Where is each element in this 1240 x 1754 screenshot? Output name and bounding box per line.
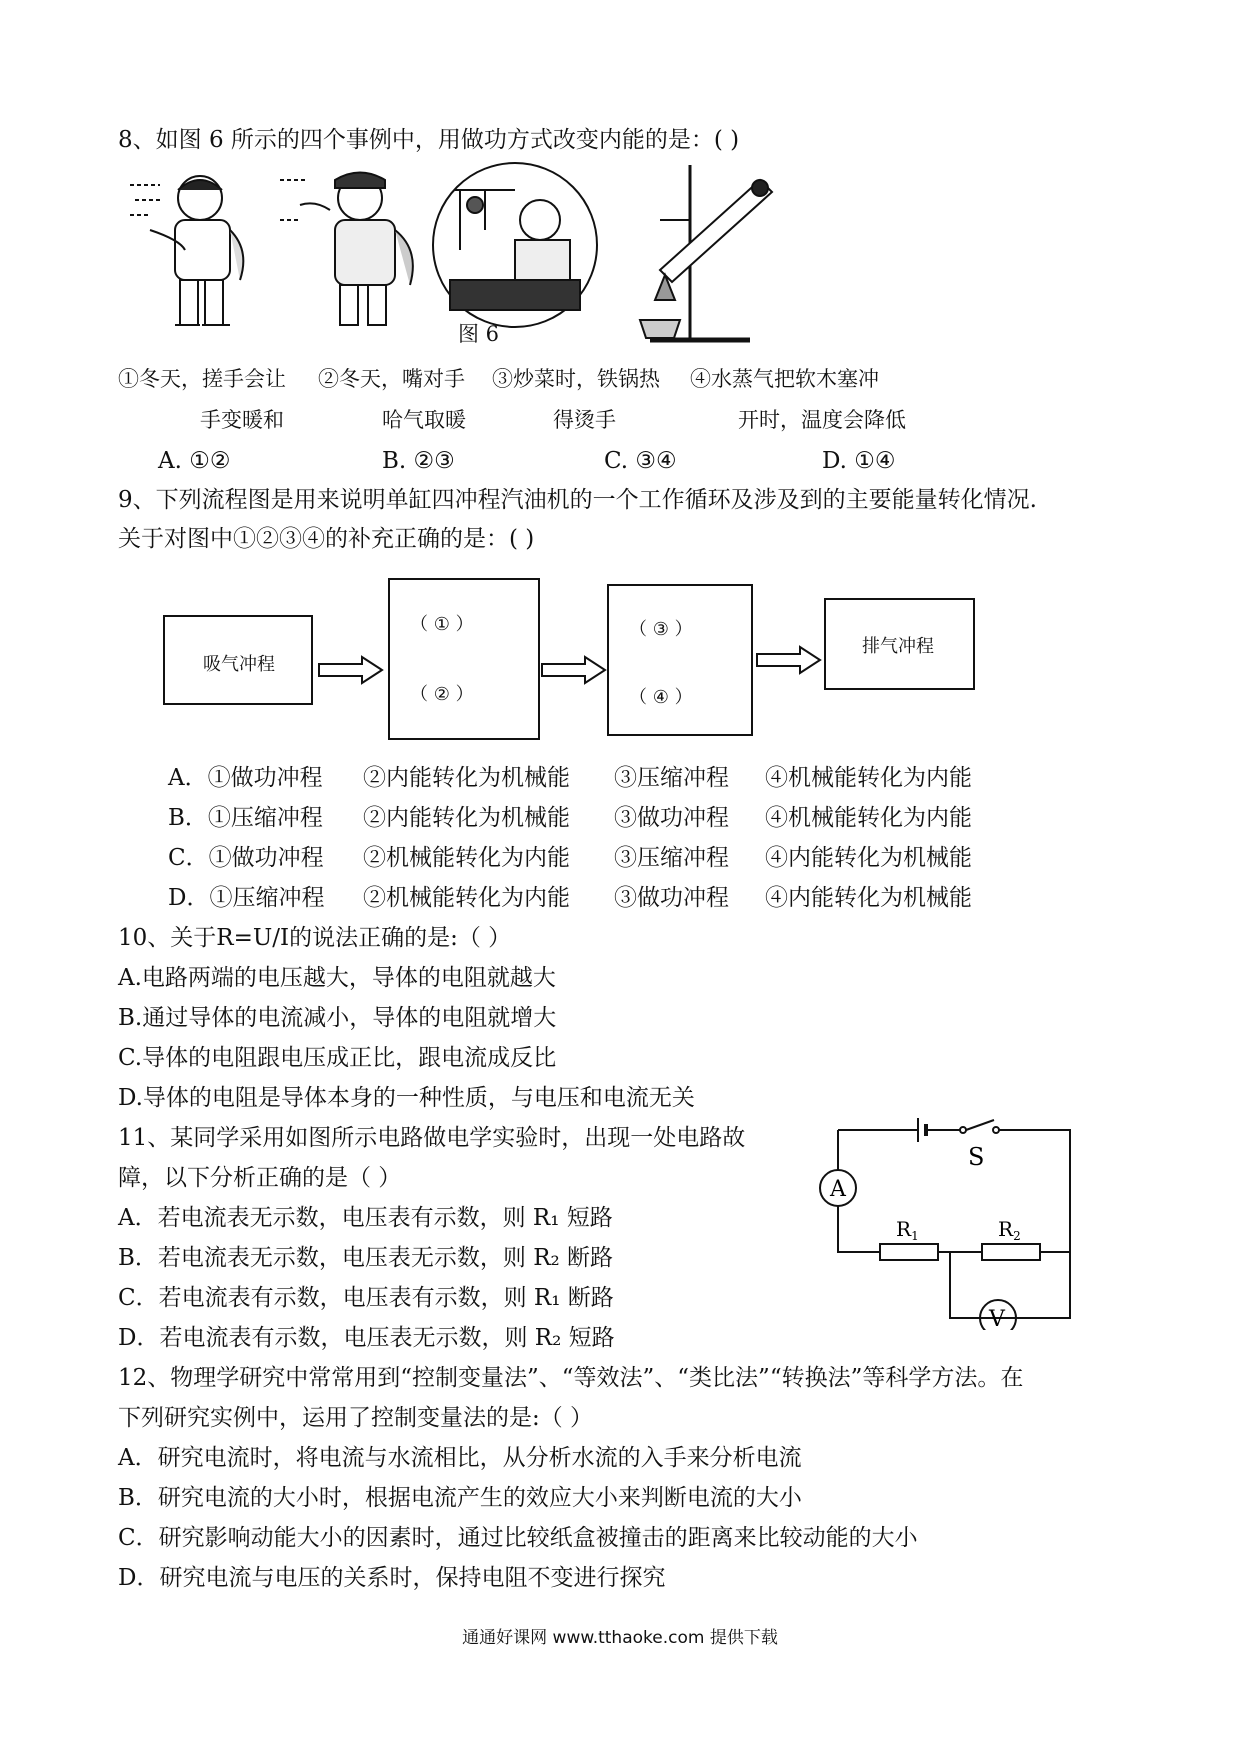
switch-label: S [968,1143,985,1171]
q9-option-a-4: ④机械能转化为内能 [765,765,972,791]
q11-stem-line1: 11、某同学采用如图所示电路做电学实验时，出现一处电路故 [118,1125,746,1151]
r2-label: $R_2$ [998,1217,1021,1243]
q8-option-b: B. ②③ [382,448,455,474]
r1-label: $R_1$ [896,1217,919,1243]
flow-box-2-bottom: （ ② ） [410,684,474,705]
q8-option-a: A. ①② [158,448,231,474]
flow-arrow-2 [541,655,607,685]
q8-caption-2a: ②冬天，嘴对手 [318,367,465,391]
q9-option-a-3: ③压缩冲程 [614,765,729,791]
q12-option-c: C．研究影响动能大小的因素时，通过比较纸盒被撞击的距离来比较动能的大小 [118,1525,918,1551]
q9-option-b-4: ④机械能转化为内能 [765,805,972,831]
q12-option-a: A．研究电流时，将电流与水流相比，从分析水流的入手来分析电流 [118,1445,802,1471]
q9-option-a-2: ②内能转化为机械能 [363,765,570,791]
flow-box-exhaust-label: 排气冲程 [862,636,934,657]
q8-caption-1a: ①冬天，搓手会让 [118,367,286,391]
q12-option-b: B．研究电流的大小时，根据电流产生的效应大小来判断电流的大小 [118,1485,802,1511]
q9-option-d-4: ④内能转化为机械能 [765,885,972,911]
q9-option-a-1: A．①做功冲程 [168,765,323,791]
q9-option-c-2: ②机械能转化为内能 [363,845,570,871]
q10-stem: 10、关于R=U/I的说法正确的是:（ ） [118,925,512,951]
q8-option-c: C. ③④ [604,448,677,474]
q9-option-d-2: ②机械能转化为内能 [363,885,570,911]
flow-box-intake-label: 吸气冲程 [203,654,275,675]
q11-stem-line2: 障，以下分析正确的是（ ） [118,1165,402,1191]
q8-stem: 8、如图 6 所示的四个事例中，用做功方式改变内能的是：( ) [118,127,740,153]
q9-option-b-1: B．①压缩冲程 [168,805,323,831]
q8-caption-3a: ③炒菜时，铁锅热 [492,367,660,391]
illustration-test-tube [640,165,772,340]
figure-6-label: 图 6 [458,322,500,346]
q10-option-b: B.通过导体的电流减小，导体的电阻就增大 [118,1005,557,1031]
flow-box-3 [607,584,753,736]
q8-caption-4b: 开时，温度会降低 [738,408,906,432]
flow-arrow-3 [756,645,822,675]
voltmeter-label: V [989,1307,1005,1330]
q9-option-d-1: D．①压缩冲程 [168,885,325,911]
q11-option-d: D．若电流表有示数，电压表无示数，则 R₂ 短路 [118,1325,615,1351]
q8-caption-2b: 哈气取暖 [382,408,466,432]
resistor-r1 [880,1244,938,1260]
q9-option-b-3: ③做功冲程 [614,805,729,831]
illustration-rubbing-hands [130,176,243,325]
flow-arrow-1 [318,655,384,685]
q9-option-b-2: ②内能转化为机械能 [363,805,570,831]
illustration-breathing-on-hands [280,173,413,326]
flow-box-2 [388,578,540,740]
q11-option-c: C．若电流表有示数，电压表有示数，则 R₁ 断路 [118,1285,614,1311]
flow-box-3-top: （ ③ ） [629,619,693,640]
q11-option-a: A．若电流表无示数，电压表有示数，则 R₁ 短路 [118,1205,613,1231]
flow-box-2-top: （ ① ） [410,614,474,635]
q9-option-c-4: ④内能转化为机械能 [765,845,972,871]
q9-stem-line2: 关于对图中①②③④的补充正确的是：( ) [118,526,535,552]
flow-box-3-bottom: （ ④ ） [629,687,693,708]
circuit-diagram [810,1110,1090,1330]
q10-option-d: D.导体的电阻是导体本身的一种性质，与电压和电流无关 [118,1085,695,1111]
q12-stem-line1: 12、物理学研究中常常用到“控制变量法”、“等效法”、“类比法”“转换法”等科学方法。在 [118,1365,1024,1391]
q8-caption-3b: 得烫手 [553,408,616,432]
q9-option-d-3: ③做功冲程 [614,885,729,911]
q9-stem-line1: 9、下列流程图是用来说明单缸四冲程汽油机的一个工作循环及涉及到的主要能量转化情况. [118,487,1037,513]
resistor-r2 [982,1244,1040,1260]
q8-caption-1b: 手变暖和 [200,408,284,432]
q8-option-d: D. ①④ [822,448,896,474]
q10-option-a: A.电路两端的电压越大，导体的电阻就越大 [118,965,556,991]
q10-option-c: C.导体的电阻跟电压成正比，跟电流成反比 [118,1045,557,1071]
ammeter-label: A [830,1177,846,1202]
q12-stem-line2: 下列研究实例中，运用了控制变量法的是:（ ） [118,1405,594,1431]
illustration-cooking [433,163,597,327]
page-footer: 通通好课网 www.tthaoke.com 提供下载 [462,1628,778,1648]
q9-option-c-3: ③压缩冲程 [614,845,729,871]
q8-caption-4a: ④水蒸气把软木塞冲 [690,367,879,391]
q9-option-c-1: C．①做功冲程 [168,845,324,871]
q12-option-d: D．研究电流与电压的关系时，保持电阻不变进行探究 [118,1565,666,1591]
q11-option-b: B．若电流表无示数，电压表无示数，则 R₂ 断路 [118,1245,614,1271]
